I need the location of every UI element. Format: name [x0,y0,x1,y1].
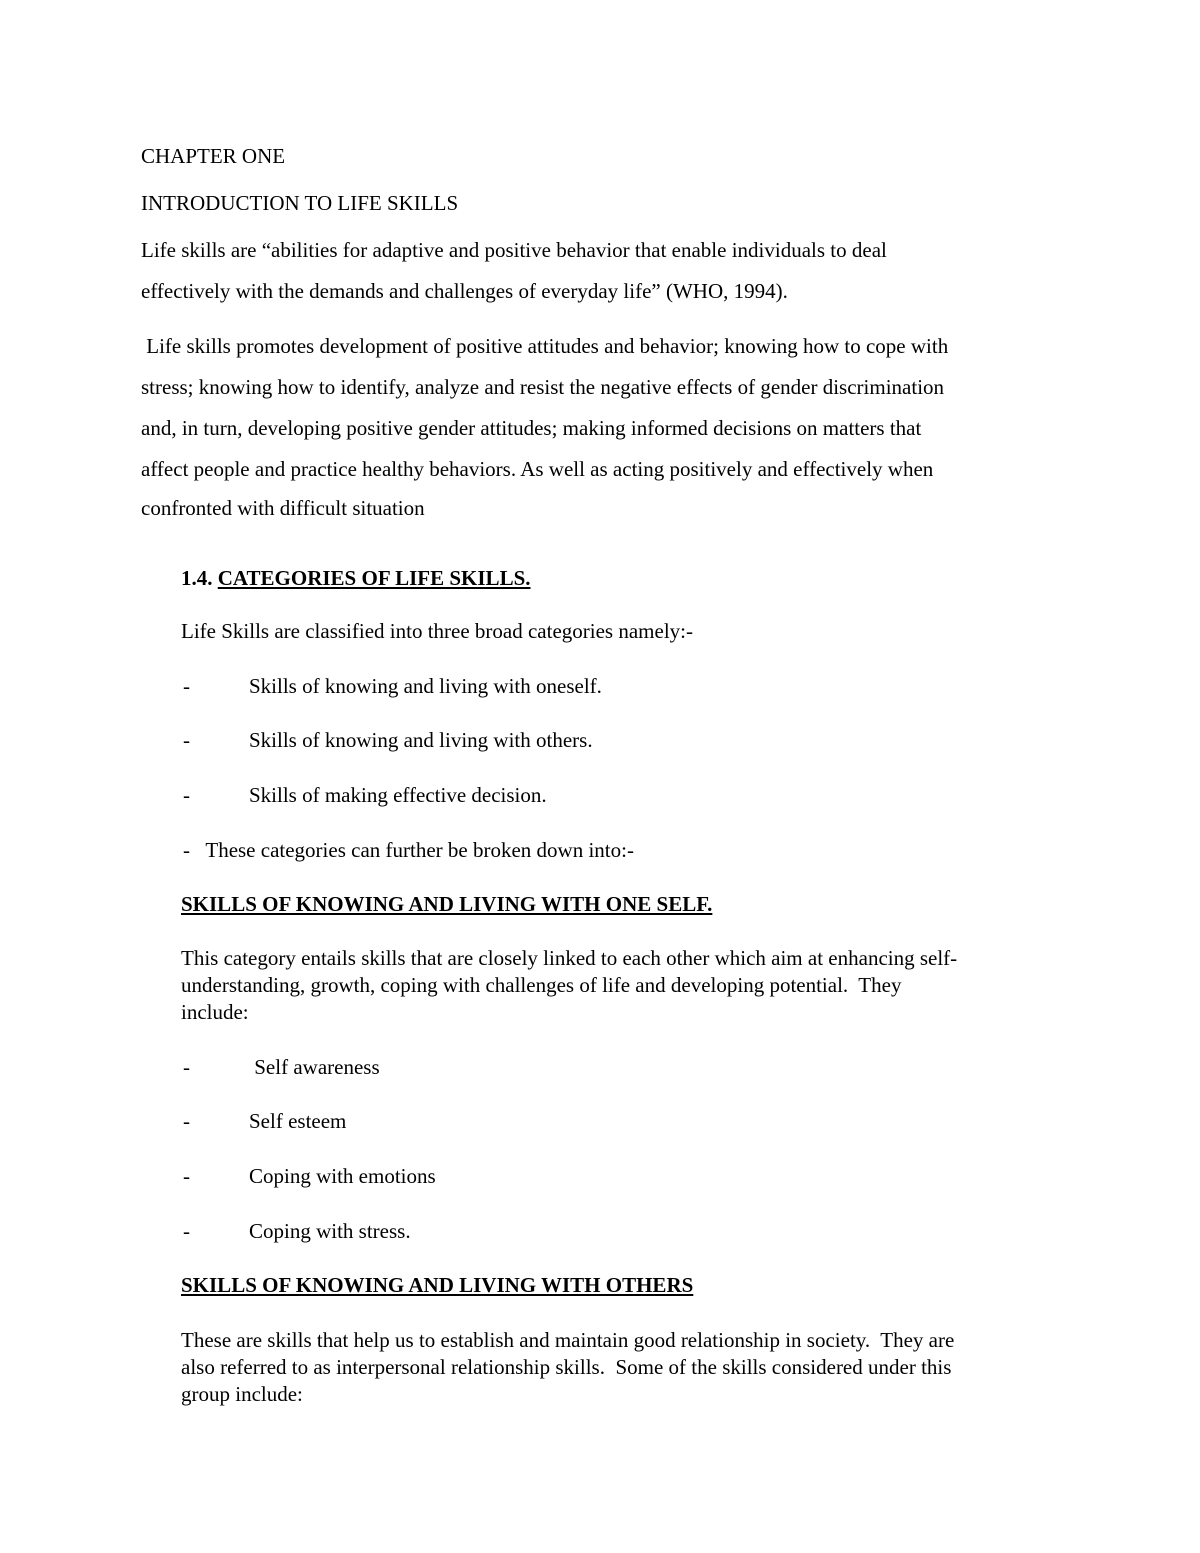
intro-line: effectively with the demands and challenges of everyday life” (WHO, 1994). [141,279,788,303]
bullet-dash: - [183,728,190,752]
categories-further: - These categories can further be broken down into:- [183,838,634,862]
self-skill-item: Coping with emotions [249,1164,436,1188]
section-heading-self: SKILLS OF KNOWING AND LIVING WITH ONE SELF. [181,892,713,916]
others-paragraph-line: also referred to as interpersonal relationship skills. Some of the skills considered under this [181,1355,952,1379]
chapter-label: CHAPTER ONE [141,144,286,168]
others-paragraph-line: These are skills that help us to establish and maintain good relationship in society. They are [181,1328,955,1352]
bullet-dash: - [183,783,190,807]
self-paragraph-line: understanding, growth, coping with challenges of life and developing potential. They [181,973,902,997]
category-item: Skills of knowing and living with others. [249,728,593,752]
self-paragraph-line: include: [181,1000,249,1024]
bullet-dash: - [183,1109,190,1133]
section-number: 1.4. [181,566,213,590]
category-item: Skills of knowing and living with oneself. [249,674,602,698]
self-skill-item: Self awareness [249,1055,380,1079]
self-skill-item: Self esteem [249,1109,347,1133]
bullet-dash: - [183,1055,190,1079]
self-paragraph-line: This category entails skills that are closely linked to each other which aim at enhancing self- [181,946,958,970]
bullet-dash: - [183,1164,190,1188]
paragraph-line: confronted with difficult situation [141,496,425,520]
others-paragraph-line: group include: [181,1382,303,1406]
category-item: Skills of making effective decision. [249,783,547,807]
bullet-dash: - [183,674,190,698]
paragraph-line: affect people and practice healthy behaviors. As well as acting positively and effectively when [141,457,934,481]
section-heading-categories [181,565,531,591]
categories-lead: Life Skills are classified into three broad categories namely:- [181,619,693,643]
section-heading-others: SKILLS OF KNOWING AND LIVING WITH OTHERS [181,1273,694,1297]
intro-line: Life skills are “abilities for adaptive and positive behavior that enable individuals to deal [141,238,887,262]
paragraph-line: and, in turn, developing positive gender attitudes; making informed decisions on matters that [141,416,922,440]
self-skill-item: Coping with stress. [249,1219,411,1243]
section-title: CATEGORIES OF LIFE SKILLS. [217,566,531,590]
bullet-dash: - [183,1219,190,1243]
paragraph-line: Life skills promotes development of positive attitudes and behavior; knowing how to cope with [141,334,949,358]
paragraph-line: stress; knowing how to identify, analyze and resist the negative effects of gender discrimination [141,375,945,399]
document-title: INTRODUCTION TO LIFE SKILLS [141,191,459,215]
